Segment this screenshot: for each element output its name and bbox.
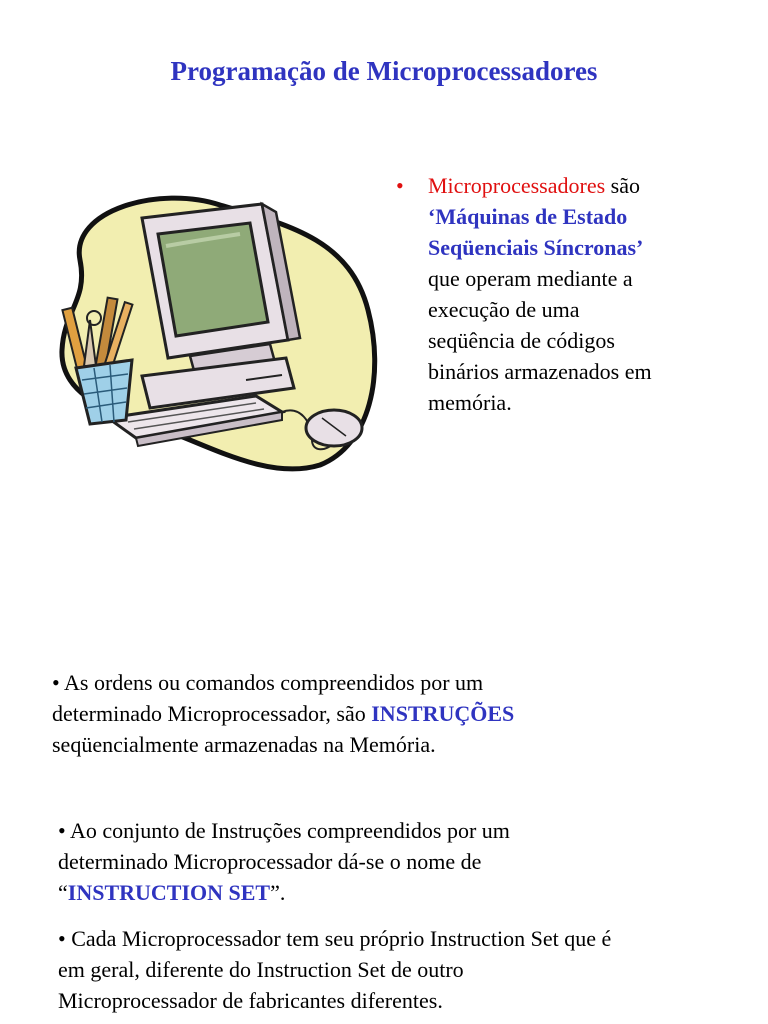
mouse: [306, 410, 362, 446]
definition-line3: que operam mediante a: [428, 266, 633, 291]
p3-line1: • Cada Microprocessador tem seu próprio Instruction Set que é: [58, 926, 612, 951]
quote-line1: ‘Máquinas de Estado: [428, 204, 628, 229]
p1-line3: seqüencialmente armazenadas na Memória.: [52, 732, 436, 757]
paragraph-instruction-set: [58, 815, 748, 908]
p1-line1: • As ordens ou comandos compreendidos por um: [52, 670, 484, 695]
page-title: Programação de Microprocessadores: [170, 56, 598, 86]
quote-line2: Seqüenciais Síncronas’: [428, 235, 644, 260]
p2-open-quote: “: [58, 880, 68, 905]
computer-clipart: [50, 190, 380, 480]
p2-line1: • Ao conjunto de Instruções compreendidos por um: [58, 818, 510, 843]
term-microprocessadores: Microprocessadores: [428, 173, 606, 198]
definition-line6: binários armazenados em: [428, 359, 652, 384]
p2-line2: determinado Microprocessador dá-se o nome de: [58, 849, 482, 874]
term-instruction-set: INSTRUCTION SET: [67, 880, 271, 905]
definition-line7: memória.: [428, 390, 512, 415]
pencil-cup: [76, 360, 132, 424]
paragraph-each-microprocessor: [58, 923, 748, 1016]
p1-line2: determinado Microprocessador, são: [52, 701, 372, 726]
definition-line5: seqüência de códigos: [428, 328, 615, 353]
bullet-marker: •: [396, 173, 404, 198]
term-instrucoes: INSTRUÇÕES: [371, 701, 515, 726]
p3-line3: Microprocessador de fabricantes diferentes.: [58, 988, 443, 1013]
definition-line4: execução de uma: [428, 297, 580, 322]
p2-close: ”.: [270, 880, 286, 905]
paragraph-instrucoes: [52, 667, 742, 760]
p3-line2: em geral, diferente do Instruction Set de outro: [58, 957, 464, 982]
verb-sao: são: [605, 173, 640, 198]
definition-bullet: [396, 170, 726, 418]
